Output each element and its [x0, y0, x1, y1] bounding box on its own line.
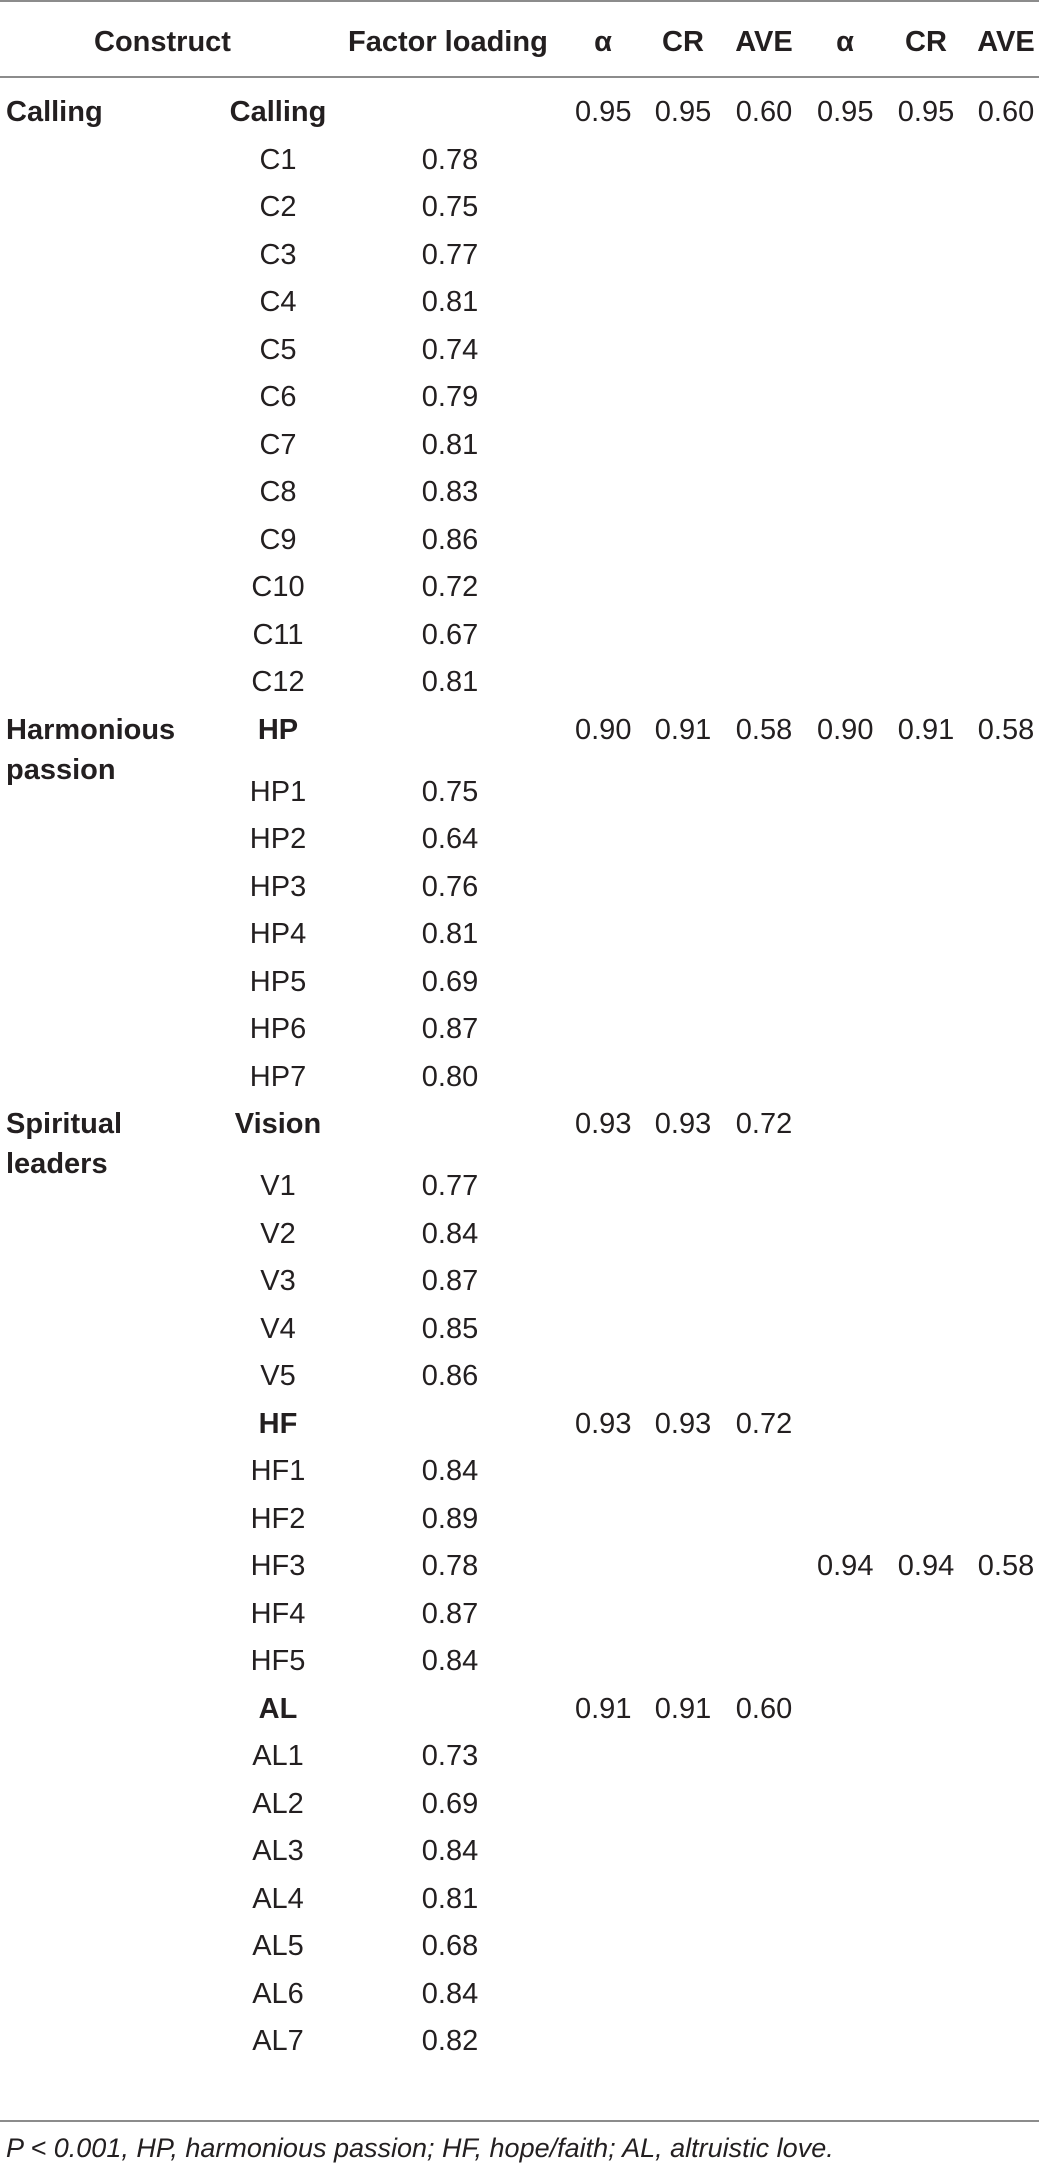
- header-alpha-1: α: [594, 26, 612, 58]
- cr-1-value: 0.93: [654, 1407, 712, 1440]
- factor-loading-value: 0.72: [421, 571, 479, 603]
- factor-loading-value: 0.77: [421, 1170, 479, 1202]
- item-label: HP4: [249, 918, 307, 950]
- item-label: C2: [259, 191, 297, 223]
- factor-loading-value: 0.87: [421, 1597, 479, 1630]
- item-label: V3: [260, 1265, 296, 1297]
- factor-loading-value: 0.78: [421, 1550, 479, 1582]
- factor-loading-value: 0.87: [421, 1265, 479, 1297]
- factor-loading-value: 0.84: [421, 1217, 479, 1250]
- factor-loading-value: 0.73: [421, 1740, 479, 1772]
- item-label: C1: [259, 143, 297, 176]
- factor-loading-value: 0.86: [421, 523, 479, 556]
- alpha-1-value: 0.93: [575, 1407, 632, 1440]
- header-cr-2: CR: [905, 26, 947, 58]
- factor-loading-value: 0.83: [421, 476, 479, 508]
- header-cr-1: CR: [662, 26, 704, 58]
- factor-loading-value: 0.81: [421, 1882, 479, 1915]
- ave-2-value: 0.60: [977, 96, 1035, 128]
- factor-loading-value: 0.86: [421, 1360, 479, 1392]
- item-label: C6: [259, 381, 297, 413]
- factor-loading-value: 0.75: [421, 191, 479, 223]
- factor-loading-value: 0.84: [421, 1977, 479, 2010]
- item-label: HP6: [249, 1013, 307, 1045]
- item-label: AL4: [252, 1882, 304, 1915]
- item-label: HF5: [250, 1645, 306, 1677]
- ave-1-value: 0.72: [735, 1407, 793, 1440]
- cr-1-value: 0.91: [654, 713, 712, 746]
- item-label: HP1: [249, 775, 307, 808]
- ave-1-value: 0.60: [735, 96, 793, 128]
- item-label: C4: [259, 286, 297, 318]
- construct-label: Harmonious passion: [6, 713, 176, 786]
- subscale-label: Calling: [229, 96, 327, 128]
- factor-loading-value: 0.67: [421, 618, 479, 651]
- item-label: C9: [259, 523, 297, 556]
- item-label: C10: [251, 571, 305, 603]
- factor-loading-value: 0.87: [421, 1013, 479, 1045]
- subscale-label: Vision: [234, 1108, 322, 1140]
- construct-label: Calling: [6, 96, 103, 128]
- item-label: V5: [260, 1360, 296, 1392]
- item-label: HF3: [250, 1550, 306, 1582]
- factor-loading-value: 0.81: [421, 428, 479, 461]
- factor-loading-value: 0.82: [421, 2025, 479, 2057]
- header-rule: [0, 76, 1039, 78]
- header-ave-1: AVE: [735, 26, 793, 58]
- item-label: V1: [260, 1170, 296, 1202]
- alpha-1-value: 0.93: [575, 1108, 632, 1140]
- factor-loading-value: 0.69: [421, 1787, 479, 1820]
- item-label: AL3: [252, 1835, 304, 1867]
- item-label: HP2: [249, 823, 307, 855]
- header-ave-2: AVE: [977, 26, 1035, 58]
- table-footnote: P < 0.001, HP, harmonious passion; HF, hope/faith; AL, altruistic love.: [6, 2133, 834, 2163]
- item-label: C8: [259, 476, 297, 508]
- alpha-1-value: 0.95: [575, 96, 632, 128]
- factor-loading-value: 0.81: [421, 286, 479, 318]
- factor-loading-value: 0.84: [421, 1835, 479, 1867]
- ave-1-value: 0.72: [735, 1108, 793, 1140]
- item-label: C11: [252, 618, 304, 651]
- item-label: HF2: [250, 1502, 306, 1535]
- factor-loading-value: 0.69: [421, 965, 479, 998]
- item-label: C7: [259, 428, 297, 461]
- item-label: AL1: [252, 1740, 304, 1772]
- item-label: HF1: [250, 1455, 306, 1487]
- bottom-rule: [0, 2120, 1039, 2122]
- item-label: HP3: [249, 870, 307, 903]
- alpha-2-value: 0.95: [817, 96, 874, 128]
- item-label: HP5: [249, 965, 307, 998]
- item-label: AL7: [252, 2025, 304, 2057]
- ave-1-value: 0.58: [735, 713, 793, 746]
- item-label: HF4: [250, 1597, 306, 1630]
- subscale-label: AL: [258, 1692, 298, 1725]
- construct-label: Spiritual leaders: [6, 1108, 123, 1180]
- ave-2-value: 0.58: [977, 1550, 1035, 1582]
- ave-1-value: 0.60: [735, 1692, 793, 1725]
- alpha-2-value: 0.90: [817, 713, 874, 746]
- factor-loading-value: 0.79: [421, 381, 479, 413]
- header-alpha-2: α: [836, 26, 854, 58]
- item-label: AL5: [252, 1930, 304, 1962]
- subscale-label: HP: [257, 713, 299, 746]
- cr-2-value: 0.94: [897, 1550, 955, 1582]
- top-rule: [0, 0, 1039, 2]
- cr-2-value: 0.95: [897, 96, 955, 128]
- factor-loading-value: 0.89: [421, 1502, 479, 1535]
- factor-loading-value: 0.84: [421, 1645, 479, 1677]
- ave-2-value: 0.58: [977, 713, 1035, 746]
- factor-loading-value: 0.77: [421, 238, 479, 271]
- cr-1-value: 0.93: [654, 1108, 712, 1140]
- factor-loading-value: 0.75: [421, 775, 479, 808]
- item-label: C5: [259, 333, 297, 366]
- factor-loading-value: 0.78: [421, 143, 479, 176]
- factor-loading-value: 0.68: [421, 1930, 479, 1962]
- alpha-1-value: 0.91: [575, 1692, 632, 1725]
- subscale-label: HF: [258, 1407, 298, 1440]
- item-label: V4: [260, 1312, 296, 1345]
- item-label: C12: [251, 666, 305, 698]
- factor-loading-value: 0.81: [421, 918, 479, 950]
- item-label: C3: [259, 238, 297, 271]
- factor-loading-value: 0.81: [421, 666, 479, 698]
- item-label: AL6: [252, 1977, 304, 2010]
- header-construct: Construct: [94, 26, 231, 58]
- factor-loading-value: 0.76: [421, 870, 479, 903]
- cr-2-value: 0.91: [897, 713, 955, 746]
- cr-1-value: 0.91: [654, 1692, 712, 1725]
- factor-loading-value: 0.84: [421, 1455, 479, 1487]
- factor-loading-value: 0.64: [421, 823, 479, 855]
- alpha-1-value: 0.90: [575, 713, 632, 746]
- item-label: HP7: [249, 1060, 307, 1093]
- item-label: AL2: [252, 1787, 304, 1820]
- factor-loading-value: 0.80: [421, 1060, 479, 1093]
- factor-loading-value: 0.74: [421, 333, 479, 366]
- cr-1-value: 0.95: [654, 96, 712, 128]
- factor-loading-value: 0.85: [421, 1312, 479, 1345]
- alpha-2-value: 0.94: [817, 1550, 874, 1582]
- header-factor-loading: Factor loading: [348, 26, 548, 58]
- item-label: V2: [260, 1217, 296, 1250]
